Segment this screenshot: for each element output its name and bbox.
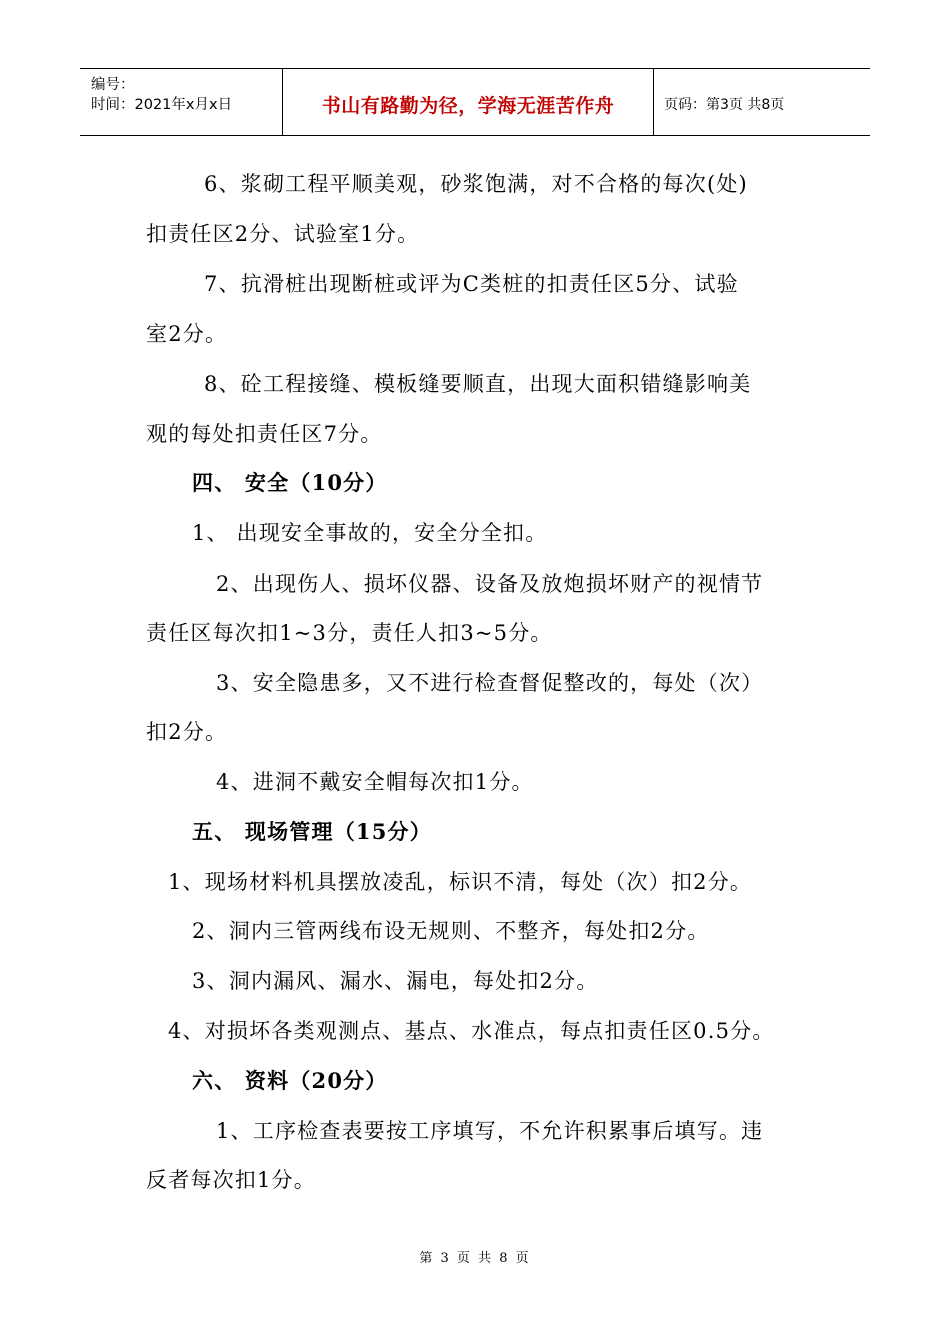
header-page-cell xyxy=(654,69,870,135)
body-line: 反者每次扣1分。 xyxy=(146,1168,316,1192)
body-line: 1、 出现安全事故的，安全分全扣。 xyxy=(192,521,548,545)
body-line: 1、现场材料机具摆放凌乱，标识不清，每处（次）扣2分。 xyxy=(168,870,753,894)
body-line: 1、工序检查表要按工序填写，不允许积累事后填写。违 xyxy=(216,1119,764,1143)
body-line: 8、砼工程接缝、模板缝要顺直，出现大面积错缝影响美 xyxy=(204,372,752,396)
page-footer: 第 3 页 共 8 页 xyxy=(419,1251,531,1266)
body-line: 观的每处扣责任区7分。 xyxy=(146,422,383,446)
body-line: 3、洞内漏风、漏水、漏电，每处扣2分。 xyxy=(192,969,599,993)
body-line: 7、抗滑桩出现断桩或评为C类桩的扣责任区5分、试验 xyxy=(204,272,739,296)
section-heading-site-management: 五、 现场管理（15分） xyxy=(192,819,432,844)
body-line: 扣责任区2分、试验室1分。 xyxy=(146,222,420,246)
header-motto: 书山有路勤为径，学海无涯苦作舟 xyxy=(321,94,615,117)
body-line: 4、进洞不戴安全帽每次扣1分。 xyxy=(216,770,534,794)
header-page-info: 页码：第3页 共8页 xyxy=(664,97,785,113)
body-line: 2、出现伤人、损坏仪器、设备及放炮损坏财产的视情节 xyxy=(216,572,764,596)
section-heading-documents: 六、 资料（20分） xyxy=(192,1068,388,1093)
page-header xyxy=(80,68,870,136)
header-motto-cell xyxy=(283,69,654,135)
body-line: 6、浆砌工程平顺美观，砂浆饱满，对不合格的每次(处) xyxy=(204,172,748,196)
body-line: 责任区每次扣1~3分，责任人扣3~5分。 xyxy=(146,621,553,645)
body-line: 扣2分。 xyxy=(146,720,228,744)
body-line: 2、洞内三管两线布设无规则、不整齐，每处扣2分。 xyxy=(192,919,710,943)
header-meta-cell xyxy=(80,69,283,135)
section-heading-safety: 四、 安全（10分） xyxy=(192,470,388,495)
document-number-label: 编号： xyxy=(91,77,135,93)
body-line: 室2分。 xyxy=(146,322,228,346)
body-line: 4、对损坏各类观测点、基点、水准点，每点扣责任区0.5分。 xyxy=(168,1019,775,1043)
body-line: 3、安全隐患多，又不进行检查督促整改的，每处（次） xyxy=(216,671,764,695)
document-date-label: 时间：2021年x月x日 xyxy=(91,97,233,113)
